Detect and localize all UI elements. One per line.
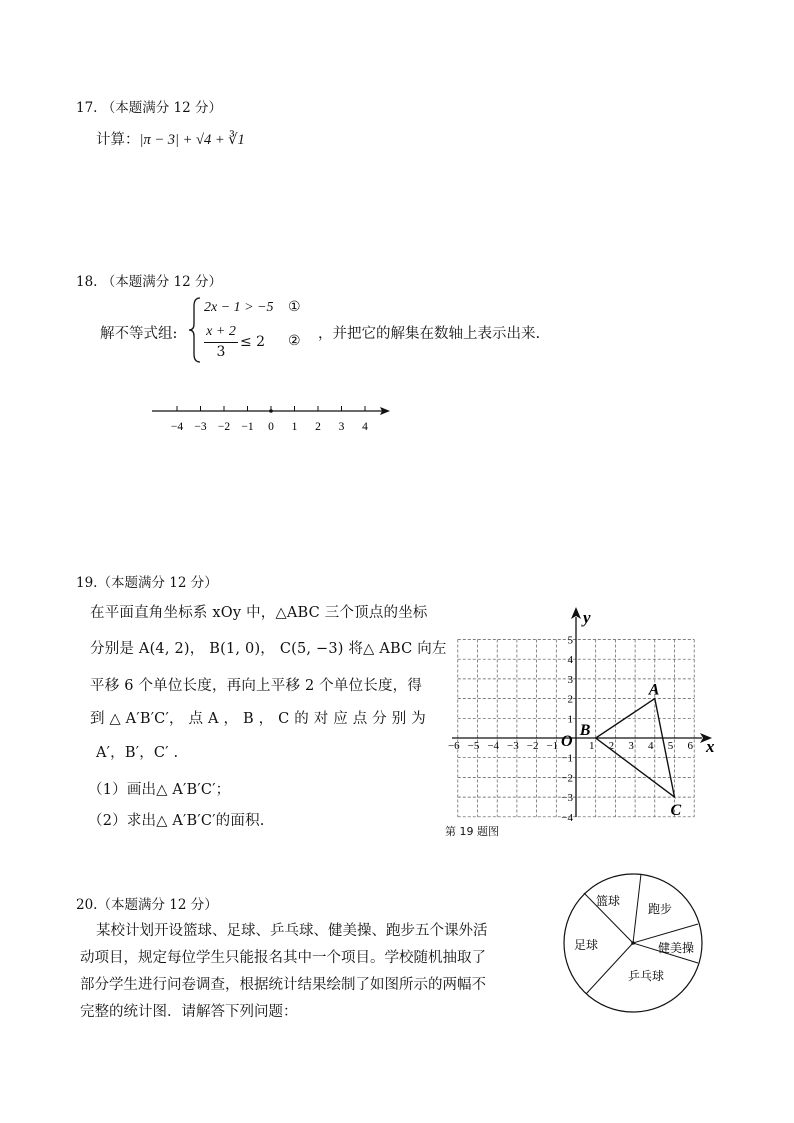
x-tick-label: 6: [687, 740, 693, 753]
q17-heading: 17. （本题满分 12 分）: [76, 100, 223, 116]
q18-label: 解不等式组:: [100, 326, 178, 342]
y-tick-label: 2: [567, 693, 573, 706]
origin-dot: [269, 409, 273, 413]
q19-heading: 19.（本题满分 12 分）: [76, 575, 218, 591]
number-line-tick-label: 2: [315, 421, 321, 433]
vertex-label-b: B: [579, 722, 591, 739]
q17-label: 计算：: [96, 132, 140, 148]
number-line-tick-label: 3: [338, 421, 345, 433]
y-tick-label: 4: [567, 654, 573, 667]
q19-part-1: （1）画出△ A′B′C′；: [88, 782, 231, 798]
number-line-tick-label: 0: [268, 421, 274, 433]
number-line-tick-label: 1: [291, 421, 298, 433]
coordinate-grid-figure: [447, 605, 725, 824]
vertex-label-c: C: [670, 802, 682, 820]
q20-line-1: 某校计划开设篮球、足球、乒乓球、健美操、跑步五个课外活: [96, 923, 488, 939]
q18-inequality-2-numerator: x + 2: [206, 324, 236, 339]
number-line-tick-label: 4: [362, 421, 368, 433]
q19-part-2: （2）求出△ A′B′C′的面积.: [88, 813, 265, 829]
pie-label-football: 足球: [574, 938, 599, 952]
x-tick-label: 5: [667, 740, 674, 753]
y-axis-label: y: [583, 608, 591, 627]
x-tick-label: −6: [447, 740, 460, 753]
q19-line-5: A′，B′，C′ .: [96, 745, 179, 761]
pie-label-running: 跑步: [648, 902, 673, 916]
q18-inequality-system: [188, 296, 324, 364]
x-tick-label: 4: [648, 740, 654, 753]
y-tick-label: −2: [561, 772, 573, 785]
pie-chart: [558, 868, 708, 1018]
number-line-tick-label: −2: [217, 421, 231, 433]
pie-label-table-tennis: 乒乓球: [628, 969, 665, 983]
q20-line-3: 部分学生进行问卷调查，根据统计结果绘制了如图所示的两幅不: [80, 977, 486, 993]
number-line-tick-label: −3: [194, 421, 207, 433]
x-tick-label: −3: [507, 740, 519, 753]
q18-inequality-2-relation: ≤ 2: [240, 334, 266, 350]
q18-instruction-tail: ，并把它的解集在数轴上表示出来.: [318, 326, 541, 342]
origin-label: O: [561, 733, 573, 750]
q17-expression: |π − 3| + √4 + ∛1: [139, 132, 245, 148]
q18-inequality-1: 2x − 1 > −5: [204, 300, 274, 315]
x-tick-label: 1: [588, 740, 595, 753]
q20-heading: 20.（本题满分 12 分）: [76, 897, 218, 913]
q20-line-2: 动项目，规定每位学生只能报名其中一个项目。学校随机抽取了: [80, 950, 486, 966]
x-tick-label: −5: [467, 740, 480, 753]
q19-line-1: 在平面直角坐标系 xOy 中，△ABC 三个顶点的坐标: [90, 605, 428, 621]
number-line: [150, 396, 400, 436]
vertex-label-a: A: [648, 681, 660, 699]
y-tick-label: −1: [561, 752, 573, 765]
x-tick-label: 2: [608, 740, 615, 753]
q18-heading: 18. （本题满分 12 分）: [76, 274, 223, 290]
q19-line-3: 平移 6 个单位长度，再向上平移 2 个单位长度，得: [90, 678, 423, 694]
x-tick-label: −4: [487, 740, 500, 753]
q18-inequality-2-denominator: 3: [216, 344, 226, 360]
q18-mark-1: ①: [288, 299, 301, 315]
x-tick-label: −2: [526, 740, 539, 753]
pie-label-aerobics: 健美操: [658, 941, 695, 955]
fraction-bar: [204, 342, 238, 343]
q17-prompt: [96, 128, 245, 149]
q19-line-4: 到 △ A′B′C′， 点 A ， B ， C 的 对 应 点 分 别 为: [90, 711, 427, 727]
x-axis-label: x: [706, 737, 715, 756]
x-tick-label: 3: [628, 740, 634, 753]
number-line-tick-label: −4: [170, 421, 184, 433]
figure-caption: 第 19 题图: [445, 825, 499, 838]
y-tick-label: −4: [561, 811, 573, 824]
y-tick-label: 3: [567, 673, 573, 686]
y-tick-label: 1: [567, 713, 573, 726]
y-tick-label: −3: [561, 792, 573, 805]
q19-line-2: 分别是 A(4, 2)， B(1, 0)， C(5, −3) 将△ ABC 向左: [90, 641, 447, 657]
q18-mark-2: ②: [288, 333, 301, 349]
x-tick-label: −1: [546, 740, 559, 753]
pie-divider: [633, 874, 641, 943]
left-brace-icon: [188, 296, 202, 364]
number-line-tick-label: −1: [241, 421, 254, 433]
pie-label-basketball: 篮球: [596, 894, 621, 908]
y-tick-label: 5: [567, 634, 573, 647]
q20-line-4: 完整的统计图．请解答下列问题：: [80, 1004, 298, 1020]
